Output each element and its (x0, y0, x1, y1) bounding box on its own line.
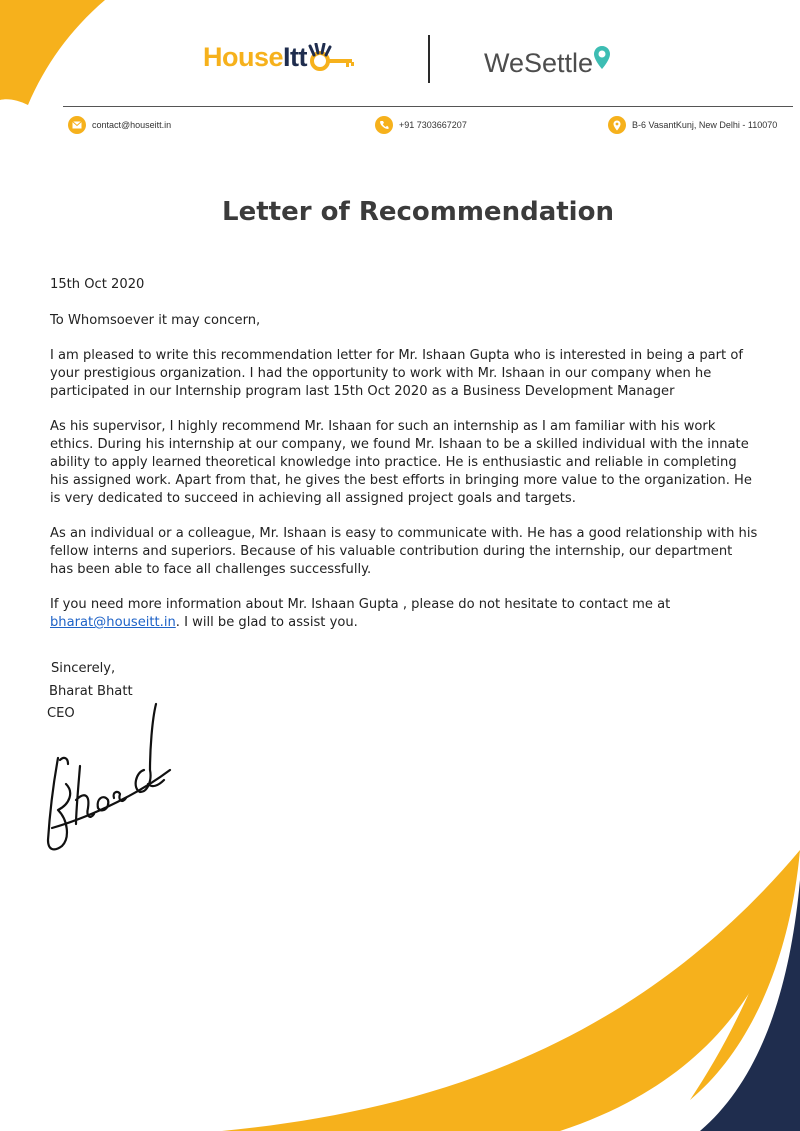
paragraph-line: As an individual or a colleague, Mr. Ishaan is easy to communicate with. He has a good relationship with his (50, 526, 758, 541)
closing: Sincerely, (51, 661, 116, 676)
contact-email-text: contact@houseitt.in (92, 120, 172, 130)
email-link[interactable]: bharat@houseitt.in (50, 615, 176, 630)
paragraph-line: fellow interns and superiors. Because of his valuable contribution during the internship, our department (50, 544, 733, 559)
letter-salutation: To Whomsoever it may concern, (50, 313, 261, 328)
location-pin-icon (593, 45, 611, 71)
paragraph-line: has been able to face all challenges successfully. (50, 562, 372, 577)
contact-phone (375, 116, 467, 134)
page-title: Letter of Recommendation (222, 197, 614, 227)
paragraph-line: I am pleased to write this recommendation letter for Mr. Ishaan Gupta who is interested in being a part of (50, 348, 743, 363)
wesettle-logo (484, 48, 611, 79)
phone-icon (375, 116, 393, 134)
logo-house-text: House (203, 42, 284, 72)
signer-title: CEO (47, 706, 75, 721)
hand-key-icon (308, 43, 356, 73)
paragraph-line: ethics. During his internship at our company, we found Mr. Ishaan to be a skilled individual with the innate (50, 437, 749, 452)
logo-itt-text: Itt (283, 42, 308, 72)
paragraph-line: your prestigious organization. I had the opportunity to work with Mr. Ishaan in our company when he (50, 366, 712, 381)
paragraph-line: his assigned work. Apart from that, he gives the best efforts in bringing more value to the organization. He (50, 473, 752, 488)
location-pin-icon (608, 116, 626, 134)
paragraph-line-rest: . I will be glad to assist you. (175, 615, 358, 630)
houseitt-logo (203, 42, 356, 73)
paragraph-line: As his supervisor, I highly recommend Mr. Ishaan for such an internship as I am familiar with his work (50, 419, 716, 434)
header-divider (63, 106, 793, 107)
contact-address (608, 116, 777, 134)
paragraph-line: If you need more information about Mr. Ishaan Gupta , please do not hesitate to contact me at (50, 597, 671, 612)
paragraph-line: ability to apply learned theoretical knowledge into practice. He is enthusiastic and reliable in completing (50, 455, 737, 470)
logo-divider (428, 35, 430, 83)
letter-date: 15th Oct 2020 (50, 277, 145, 292)
contact-phone-text: +91 7303667207 (399, 120, 467, 130)
paragraph-line: is very dedicated to succeed in achieving all assigned project goals and targets. (50, 491, 576, 506)
signature (40, 700, 180, 860)
signer-name: Bharat Bhatt (49, 684, 133, 699)
contact-address-text: B-6 VasantKunj, New Delhi - 110070 (632, 120, 778, 130)
mail-icon (68, 116, 86, 134)
contact-email (68, 116, 171, 134)
logo-wesettle-text: WeSettle (484, 48, 594, 78)
paragraph-line: participated in our Internship program last 15th Oct 2020 as a Business Development Manager (50, 384, 675, 399)
paragraph-line (50, 614, 358, 632)
